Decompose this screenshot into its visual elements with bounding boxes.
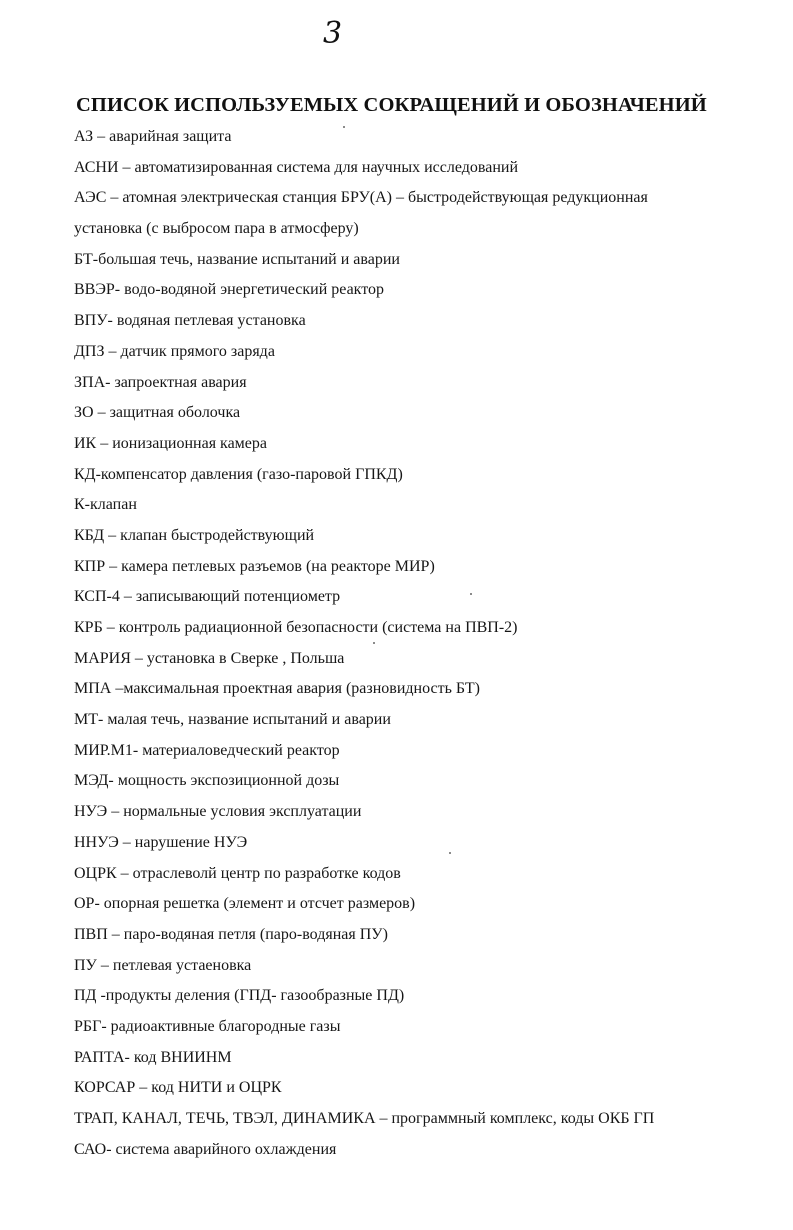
scan-speck bbox=[343, 126, 345, 128]
list-item: НУЭ – нормальные условия эксплуатации bbox=[74, 803, 362, 821]
list-item: ОЦРК – отраслеволй центр по разработке кодов bbox=[74, 864, 401, 882]
list-item: ИК – ионизационная камера bbox=[74, 434, 268, 452]
list-item: МТ- малая течь, название испытаний и аварии bbox=[74, 711, 391, 729]
list-item: ПУ – петлевая устаеновка bbox=[74, 956, 252, 974]
list-item: установка (с выбросом пара в атмосферу) bbox=[74, 220, 359, 238]
list-item: РАПТА- код ВНИИНМ bbox=[74, 1048, 232, 1066]
list-item: ОР- опорная решетка (элемент и отсчет размеров) bbox=[74, 895, 416, 913]
list-item: КПР – камера петлевых разъемов (на реакторе МИР) bbox=[74, 557, 435, 575]
list-item: КОРСАР – код НИТИ и ОЦРК bbox=[74, 1079, 282, 1097]
list-item: МАРИЯ – установка в Сверке , Польша bbox=[74, 649, 345, 667]
page-number: 3 bbox=[323, 16, 343, 51]
list-item: БТ-большая течь, название испытаний и аварии bbox=[74, 250, 400, 268]
scan-speck bbox=[470, 593, 472, 595]
list-item: ДПЗ – датчик прямого заряда bbox=[74, 342, 275, 360]
list-item: АЗ – аварийная защита bbox=[74, 128, 232, 145]
list-item: К-клапан bbox=[74, 496, 137, 514]
list-item: АЭС – атомная электрическая станция БРУ(А) – быстродействующая редукционная bbox=[74, 189, 648, 207]
list-item: ННУЭ – нарушение НУЭ bbox=[74, 833, 248, 851]
list-item: КРБ – контроль радиационной безопасности (система на ПВП-2) bbox=[74, 619, 518, 636]
scan-speck bbox=[449, 852, 451, 854]
list-item: КСП-4 – записывающий потенциометр bbox=[74, 588, 341, 606]
list-item: ВПУ- водяная петлевая установка bbox=[74, 312, 306, 330]
list-item: САО- система аварийного охлаждения bbox=[74, 1140, 337, 1158]
list-item: РБГ- радиоактивные благородные газы bbox=[74, 1017, 341, 1035]
page-title: СПИСОК ИСПОЛЬЗУЕМЫХ СОКРАЩЕНИЙ И ОБОЗНАЧЕНИЙ bbox=[76, 94, 707, 116]
list-item: АСНИ – автоматизированная система для научных исследований bbox=[74, 158, 519, 176]
list-item: КД-компенсатор давления (газо-паровой ГПКД) bbox=[74, 465, 403, 483]
list-item: МЭД- мощность экспозиционной дозы bbox=[74, 772, 340, 790]
list-item: ТРАП, КАНАЛ, ТЕЧЬ, ТВЭЛ, ДИНАМИКА – программный комплекс, коды ОКБ ГП bbox=[74, 1110, 655, 1127]
list-item: МИР.М1- материаловедческий реактор bbox=[74, 741, 340, 759]
list-item: ПД -продукты деления (ГПД- газообразные ПД) bbox=[74, 987, 405, 1005]
scan-speck bbox=[373, 642, 375, 644]
list-item: ЗО – защитная оболочка bbox=[74, 404, 241, 422]
list-item: КБД – клапан быстродействующий bbox=[74, 526, 315, 544]
list-item: ЗПА- запроектная авария bbox=[74, 373, 247, 391]
list-item: ПВП – паро-водяная петля (паро-водяная ПУ) bbox=[74, 925, 388, 943]
list-item: МПА –максимальная проектная авария (разновидность БТ) bbox=[74, 680, 480, 698]
abbreviation-list bbox=[74, 122, 784, 1165]
list-item: ВВЭР- водо-водяной энергетический реактор bbox=[74, 281, 385, 299]
